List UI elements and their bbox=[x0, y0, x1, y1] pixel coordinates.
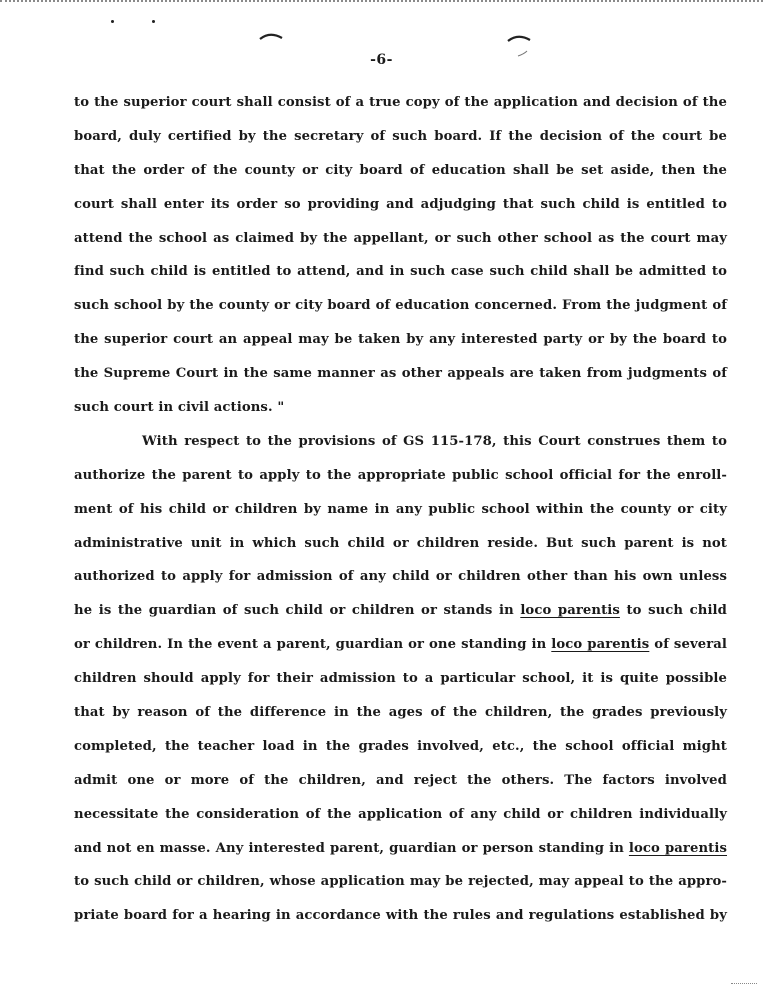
text-line: ment of his child or children by name in any public school within the county or city bbox=[74, 501, 727, 517]
scan-speck bbox=[152, 20, 155, 23]
page-number: -6- bbox=[370, 52, 393, 68]
underlined-term: loco parentis bbox=[551, 637, 650, 653]
text-line: administrative unit in which such child or children reside. But such parent is not bbox=[74, 535, 727, 551]
text-line: find such child is entitled to attend, and in such case such child shall be admitted to bbox=[74, 264, 727, 280]
text-line: completed, the teacher load in the grades involved, etc., the school official might bbox=[74, 738, 727, 754]
text-line bbox=[74, 832, 727, 866]
scan-footer-mark bbox=[731, 983, 757, 984]
text-line: that by reason of the difference in the ages of the children, the grades previously bbox=[74, 705, 727, 721]
underlined-term: loco parentis bbox=[628, 840, 727, 856]
text-line: such school by the county or city board of education concerned. From the judgment of bbox=[74, 298, 727, 314]
text-line bbox=[74, 628, 727, 662]
text-line: authorize the parent to apply to the appropriate public school official for the enroll- bbox=[74, 467, 727, 483]
text-line: children should apply for their admission to a particular school, it is quite possible bbox=[74, 671, 727, 687]
document-body bbox=[74, 86, 727, 933]
text-line: such court in civil actions. " bbox=[74, 400, 285, 416]
text-line: priate board for a hearing in accordance with the rules and regulations established by bbox=[74, 908, 727, 924]
text-line: that the order of the county or city board of education shall be set aside, then the bbox=[74, 162, 727, 178]
text-line: necessitate the consideration of the application of any child or children individually bbox=[74, 806, 727, 822]
scan-speck bbox=[111, 20, 114, 23]
text-segment: and not en masse. Any interested parent, guardian or person standing in bbox=[74, 840, 629, 856]
scan-mark-left bbox=[258, 30, 284, 42]
text-line: the Supreme Court in the same manner as other appeals are taken from judgments of bbox=[74, 366, 727, 382]
page-top-border bbox=[0, 0, 763, 2]
text-line: attend the school as claimed by the appellant, or such other school as the court may bbox=[74, 230, 727, 246]
text-line: admit one or more of the children, and reject the others. The factors involved bbox=[74, 772, 727, 788]
text-line: court shall enter its order so providing and adjudging that such child is entitled to bbox=[74, 196, 727, 212]
text-line: to such child or children, whose application may be rejected, may appeal to the appro- bbox=[74, 874, 727, 890]
text-line: the superior court an appeal may be taken by any interested party or by the board to bbox=[74, 332, 727, 348]
text-segment: or children. In the event a parent, guardian or one standing in bbox=[74, 637, 552, 653]
text-segment: to such child bbox=[619, 603, 727, 619]
underlined-term: loco parentis bbox=[520, 603, 620, 619]
text-line bbox=[74, 594, 727, 628]
text-segment: of several bbox=[649, 637, 728, 653]
text-line: With respect to the provisions of GS 115-178, this Court construes them to bbox=[142, 433, 727, 449]
text-line: authorized to apply for admission of any child or children other than his own unless bbox=[74, 569, 727, 585]
text-segment: he is the guardian of such child or children or stands in bbox=[74, 603, 521, 619]
text-line: to the superior court shall consist of a true copy of the application and decision of the bbox=[74, 95, 727, 110]
text-line: board, duly certified by the secretary of such board. If the decision of the court be bbox=[74, 128, 727, 144]
